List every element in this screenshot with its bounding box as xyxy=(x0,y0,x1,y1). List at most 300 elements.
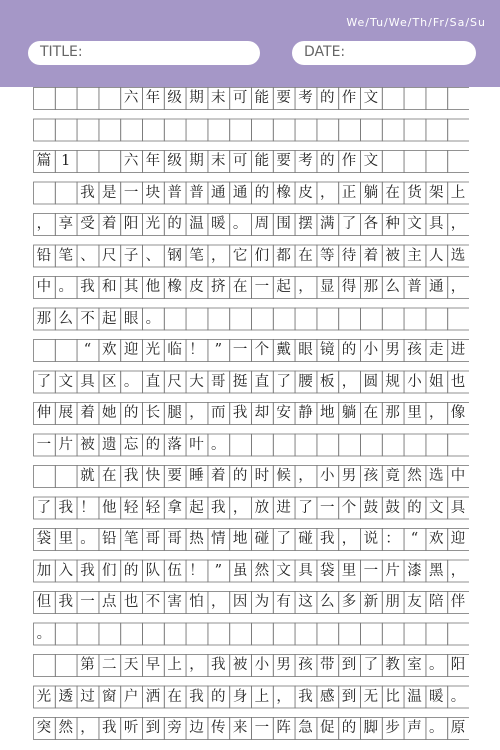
char-cell: 级 xyxy=(167,90,182,106)
char-cell: 原 xyxy=(450,720,466,736)
char-cell: 受 xyxy=(80,216,95,232)
char-cell: 具 xyxy=(298,562,313,579)
char-cell: 欢 xyxy=(102,342,117,358)
char-cell xyxy=(316,308,338,330)
char-cell: 了 xyxy=(298,499,313,516)
text-line xyxy=(33,119,469,141)
char-cell: 哥 xyxy=(211,373,226,390)
char-cell: 我 xyxy=(102,720,117,736)
char-cell: 了 xyxy=(276,373,291,390)
char-cell xyxy=(251,434,273,456)
char-cell: 他 xyxy=(102,499,117,516)
text-line xyxy=(33,717,469,739)
char-cell: 么 xyxy=(320,594,335,610)
char-cell: 在 xyxy=(167,688,182,705)
char-cell: 那 xyxy=(385,405,400,421)
char-cell: 期 xyxy=(189,153,204,169)
text-line xyxy=(33,339,469,361)
char-cell xyxy=(382,308,404,330)
char-cell: 要 xyxy=(167,468,182,484)
char-cell: 一 xyxy=(36,436,52,453)
char-cell: 皮 xyxy=(189,279,204,295)
char-cell: 眼 xyxy=(298,342,313,358)
char-cell xyxy=(251,623,273,645)
char-cell: 被 xyxy=(80,436,95,453)
text-line xyxy=(33,402,469,424)
char-cell: 伸 xyxy=(36,405,52,421)
char-cell: 暖 xyxy=(428,688,444,705)
char-cell: 规 xyxy=(385,373,400,390)
char-cell: 孩 xyxy=(298,657,313,673)
char-cell: 像 xyxy=(450,405,466,421)
char-cell: 圆 xyxy=(363,373,379,390)
char-cell: 的 xyxy=(341,720,357,736)
char-cell: 着 xyxy=(80,405,95,421)
char-cell: 考 xyxy=(298,90,313,106)
char-cell: 可 xyxy=(232,153,248,169)
char-cell: 要 xyxy=(276,90,291,106)
char-cell: 我 xyxy=(189,688,204,705)
char-cell: 到 xyxy=(341,688,357,705)
char-cell: 姐 xyxy=(428,373,444,390)
char-cell: 来 xyxy=(232,720,248,736)
char-cell: 享 xyxy=(58,216,73,232)
char-cell xyxy=(33,119,55,141)
char-cell: ！ xyxy=(80,499,95,516)
char-cell: 了 xyxy=(341,216,357,232)
char-cell xyxy=(229,623,251,645)
char-cell xyxy=(77,119,99,141)
char-cell xyxy=(425,623,447,645)
char-cell: 黑 xyxy=(428,562,444,579)
char-cell: 忘 xyxy=(123,436,139,453)
char-cell: 阵 xyxy=(276,720,291,736)
char-cell: 腰 xyxy=(298,373,313,390)
char-cell: 虽 xyxy=(232,562,248,579)
char-cell: 人 xyxy=(428,247,444,264)
char-cell xyxy=(295,623,317,645)
char-cell: 钢 xyxy=(167,247,182,264)
char-cell: 是 xyxy=(102,184,117,201)
char-cell: 我 xyxy=(58,594,73,610)
char-cell: 她 xyxy=(102,405,117,421)
char-cell: 在 xyxy=(385,184,400,201)
text-line xyxy=(33,213,469,235)
char-cell: 摆 xyxy=(298,216,313,232)
char-cell: 安 xyxy=(276,405,291,421)
char-cell: 满 xyxy=(320,216,335,232)
char-cell xyxy=(382,150,404,172)
char-cell: 普 xyxy=(407,279,422,295)
char-cell: ， xyxy=(276,688,291,705)
char-cell xyxy=(316,119,338,141)
char-cell: 在 xyxy=(102,468,117,484)
char-cell: 静 xyxy=(298,405,313,421)
char-cell: ， xyxy=(298,279,313,295)
char-cell: ， xyxy=(211,594,226,610)
char-cell: 级 xyxy=(167,153,182,169)
char-cell xyxy=(447,87,469,109)
char-cell: 文 xyxy=(276,562,291,579)
char-cell: 具 xyxy=(80,373,95,390)
char-cell: 着 xyxy=(211,468,226,484)
char-cell xyxy=(360,434,382,456)
char-cell: 它 xyxy=(232,247,248,264)
char-cell: 么 xyxy=(385,279,400,295)
char-cell xyxy=(55,623,77,645)
char-cell: 袋 xyxy=(36,531,52,547)
char-cell: 的 xyxy=(320,90,335,106)
char-cell: 。 xyxy=(123,373,139,390)
text-line xyxy=(33,623,469,645)
char-cell: 上 xyxy=(450,184,466,201)
char-cell: 笔 xyxy=(123,531,139,547)
char-cell xyxy=(338,119,360,141)
char-cell: 也 xyxy=(123,594,139,610)
char-cell: 光 xyxy=(36,688,52,705)
char-cell: ， xyxy=(189,657,204,673)
char-cell: “ xyxy=(410,531,419,547)
char-cell: 躺 xyxy=(341,405,357,421)
char-cell xyxy=(207,119,229,141)
char-cell xyxy=(273,119,295,141)
char-cell: 旁 xyxy=(167,720,182,736)
char-cell: 碰 xyxy=(298,531,313,547)
char-cell: 鼓 xyxy=(385,499,400,516)
char-cell: 然 xyxy=(407,468,422,484)
char-cell: 过 xyxy=(80,688,95,705)
char-cell: 边 xyxy=(189,720,204,736)
char-cell: 男 xyxy=(341,468,357,484)
char-cell xyxy=(55,119,77,141)
char-cell: 男 xyxy=(385,342,400,358)
char-cell: 末 xyxy=(211,153,226,169)
char-cell: 入 xyxy=(58,562,73,579)
char-cell: 竟 xyxy=(385,468,400,484)
char-cell: 小 xyxy=(407,373,422,390)
char-cell: 欢 xyxy=(428,531,444,547)
char-cell: 直 xyxy=(254,373,270,390)
char-cell xyxy=(77,87,99,109)
char-cell: 也 xyxy=(450,373,466,390)
char-cell: 轻 xyxy=(145,499,161,516)
char-cell: 然 xyxy=(254,562,270,579)
char-cell: 里 xyxy=(407,405,422,421)
char-cell: 。 xyxy=(58,279,73,295)
text-line xyxy=(33,434,469,456)
char-cell: 睡 xyxy=(189,468,204,484)
char-cell: ” xyxy=(214,562,222,579)
char-cell: 主 xyxy=(407,247,422,264)
char-cell: 身 xyxy=(232,688,248,705)
char-cell: 显 xyxy=(320,279,335,295)
weekday-strip: We/Tu/We/Th/Fr/Sa/Su xyxy=(346,16,486,29)
char-cell: 可 xyxy=(232,90,248,106)
char-cell: 因 xyxy=(232,594,248,610)
char-cell xyxy=(273,434,295,456)
char-cell: 橡 xyxy=(167,279,182,295)
char-cell: 片 xyxy=(58,436,73,453)
char-cell: 早 xyxy=(145,657,161,673)
char-cell: 光 xyxy=(145,216,161,232)
char-cell xyxy=(316,434,338,456)
char-cell xyxy=(142,623,164,645)
char-cell: 急 xyxy=(298,720,313,736)
date-field[interactable] xyxy=(292,41,476,65)
text-line xyxy=(33,465,469,487)
char-cell: ” xyxy=(214,342,222,358)
char-cell xyxy=(360,623,382,645)
char-cell xyxy=(447,308,469,330)
char-cell: 板 xyxy=(320,373,335,390)
char-cell xyxy=(447,119,469,141)
char-cell xyxy=(273,308,295,330)
char-cell: ！ xyxy=(189,342,204,358)
char-cell: 了 xyxy=(36,499,52,516)
char-cell: 我 xyxy=(320,531,335,547)
char-cell: ， xyxy=(36,216,52,232)
char-cell: ： xyxy=(385,531,400,547)
char-cell: 。 xyxy=(428,657,444,673)
char-cell: 一 xyxy=(254,279,270,295)
char-cell: 正 xyxy=(341,184,357,201)
char-cell: 不 xyxy=(145,594,161,610)
char-cell: 种 xyxy=(385,216,400,232)
char-cell: 轻 xyxy=(123,499,139,516)
char-cell: 考 xyxy=(298,153,313,169)
char-cell: 无 xyxy=(363,688,379,705)
char-cell: 声 xyxy=(407,720,422,736)
char-cell: 温 xyxy=(189,216,204,232)
char-cell: 着 xyxy=(363,247,379,264)
char-cell xyxy=(382,434,404,456)
char-cell: 队 xyxy=(145,562,161,579)
char-cell: 阳 xyxy=(123,216,139,232)
char-cell: ， xyxy=(450,216,466,232)
char-cell: 带 xyxy=(320,657,335,673)
char-cell xyxy=(33,87,55,109)
char-cell xyxy=(338,434,360,456)
char-cell: 阳 xyxy=(450,657,466,673)
char-cell: 步 xyxy=(385,720,400,736)
char-cell: 了 xyxy=(36,373,52,390)
char-cell: 但 xyxy=(36,594,52,610)
char-cell: 个 xyxy=(254,342,270,358)
char-cell: 光 xyxy=(145,342,161,358)
char-cell: 进 xyxy=(450,342,466,358)
char-cell: 中 xyxy=(36,279,52,295)
char-cell: 在 xyxy=(363,405,379,421)
char-cell: 透 xyxy=(58,688,73,705)
char-cell: 个 xyxy=(341,499,357,516)
text-line xyxy=(33,308,469,330)
char-cell: ， xyxy=(320,184,335,201)
char-cell: ， xyxy=(450,562,466,579)
char-cell: 。 xyxy=(80,531,95,547)
char-cell xyxy=(164,119,186,141)
char-cell: ， xyxy=(189,405,204,421)
char-cell: 选 xyxy=(428,468,444,484)
char-cell: ， xyxy=(341,373,357,390)
char-cell: 等 xyxy=(320,247,335,264)
char-cell: 突 xyxy=(36,720,52,736)
char-cell: 大 xyxy=(189,373,204,390)
char-cell: 文 xyxy=(58,373,73,390)
char-cell: 眼 xyxy=(123,310,139,327)
char-cell: 到 xyxy=(341,657,357,673)
char-cell: 的 xyxy=(254,184,270,201)
char-cell: 作 xyxy=(341,153,357,169)
char-cell xyxy=(120,623,142,645)
char-cell: 伍 xyxy=(167,562,182,579)
char-cell: 男 xyxy=(276,657,291,673)
char-cell: 有 xyxy=(276,594,291,610)
char-cell: ， xyxy=(298,468,313,484)
char-cell: 感 xyxy=(320,688,335,705)
char-cell: 在 xyxy=(298,247,313,264)
char-cell: 了 xyxy=(363,657,379,673)
text-line xyxy=(33,591,469,613)
char-cell: 却 xyxy=(254,405,270,421)
char-cell: 镜 xyxy=(320,342,335,358)
char-cell: 哥 xyxy=(167,531,182,547)
char-cell xyxy=(77,150,99,172)
char-cell: 尺 xyxy=(102,247,117,264)
title-field[interactable] xyxy=(28,41,260,65)
char-cell: 架 xyxy=(428,184,444,201)
char-cell: 陪 xyxy=(428,594,444,610)
char-cell: 袋 xyxy=(320,562,335,579)
char-cell: 被 xyxy=(232,657,248,673)
char-cell: 放 xyxy=(254,499,270,516)
char-cell xyxy=(33,654,55,676)
char-cell: 地 xyxy=(232,531,248,547)
char-cell: 情 xyxy=(211,531,226,547)
char-cell: 六 xyxy=(123,153,139,169)
char-cell: 们 xyxy=(254,247,270,264)
char-cell: 能 xyxy=(254,90,270,106)
char-cell: 点 xyxy=(102,594,117,610)
char-cell xyxy=(33,339,55,361)
char-cell: 遗 xyxy=(102,436,117,453)
char-cell: 六 xyxy=(123,90,139,106)
char-cell: 篇 xyxy=(36,153,52,169)
char-cell: ， xyxy=(211,247,226,264)
char-cell xyxy=(55,182,77,204)
char-cell: 的 xyxy=(407,499,422,516)
text-line xyxy=(33,654,469,676)
char-cell xyxy=(295,308,317,330)
char-cell: 橡 xyxy=(276,184,291,201)
char-cell xyxy=(33,182,55,204)
char-cell: 的 xyxy=(145,436,161,453)
char-cell: 各 xyxy=(363,216,379,232)
char-cell xyxy=(251,308,273,330)
char-cell: 都 xyxy=(276,247,291,264)
char-cell: 铅 xyxy=(102,531,117,547)
char-cell: 上 xyxy=(254,688,270,705)
char-cell: 1 xyxy=(61,153,71,169)
char-cell xyxy=(207,308,229,330)
char-cell: 然 xyxy=(58,720,73,736)
char-cell xyxy=(120,119,142,141)
char-cell: ， xyxy=(450,279,466,295)
char-cell: 临 xyxy=(167,342,182,358)
char-cell: 的 xyxy=(320,153,335,169)
char-cell xyxy=(382,119,404,141)
char-cell: 快 xyxy=(145,468,161,484)
char-cell: 上 xyxy=(167,657,182,673)
char-cell: 文 xyxy=(407,216,422,232)
char-cell: 友 xyxy=(407,594,422,610)
char-cell: 脚 xyxy=(363,720,379,736)
char-cell: 一 xyxy=(320,499,335,516)
char-cell: 文 xyxy=(428,499,444,516)
char-cell: 洒 xyxy=(145,688,161,705)
char-cell: 通 xyxy=(211,184,226,201)
char-cell xyxy=(273,623,295,645)
char-cell: 们 xyxy=(102,562,117,579)
char-cell: 这 xyxy=(298,594,313,610)
char-cell: 害 xyxy=(167,594,182,610)
char-cell: 我 xyxy=(298,688,313,705)
text-line xyxy=(33,528,469,550)
char-cell: 戴 xyxy=(276,342,291,358)
char-cell: 时 xyxy=(254,468,270,484)
text-line xyxy=(33,87,469,109)
char-cell: 挤 xyxy=(211,279,226,295)
char-cell: 孩 xyxy=(407,342,422,358)
char-cell xyxy=(404,434,426,456)
char-cell: 其 xyxy=(123,279,139,295)
char-cell: 选 xyxy=(450,247,466,264)
char-cell xyxy=(164,623,186,645)
char-cell: 中 xyxy=(450,468,466,484)
text-line xyxy=(33,371,469,393)
char-cell: 听 xyxy=(123,720,139,736)
char-cell xyxy=(55,87,77,109)
char-cell: 、 xyxy=(80,247,95,264)
char-cell: 能 xyxy=(254,153,270,169)
char-cell: 躺 xyxy=(363,184,379,201)
char-cell: 和 xyxy=(102,279,117,295)
char-cell xyxy=(382,87,404,109)
char-cell xyxy=(251,119,273,141)
char-cell xyxy=(425,87,447,109)
char-cell: 直 xyxy=(145,373,161,390)
char-cell xyxy=(98,87,120,109)
char-cell xyxy=(404,150,426,172)
char-cell: 比 xyxy=(385,688,400,705)
char-cell: 候 xyxy=(276,468,291,484)
char-cell xyxy=(382,623,404,645)
char-cell xyxy=(404,623,426,645)
char-cell: 室 xyxy=(407,657,422,673)
char-cell: 漆 xyxy=(407,562,422,579)
char-cell: 伴 xyxy=(450,594,466,610)
char-cell: ， xyxy=(80,720,95,736)
char-cell: 在 xyxy=(232,279,248,295)
char-cell xyxy=(316,623,338,645)
char-cell: 文 xyxy=(363,153,379,169)
date-label: DATE: xyxy=(304,44,346,60)
char-cell xyxy=(338,623,360,645)
char-cell xyxy=(425,308,447,330)
char-cell: 货 xyxy=(407,184,422,201)
char-cell: 他 xyxy=(145,279,161,295)
char-cell: 尺 xyxy=(167,373,182,390)
char-cell: 的 xyxy=(211,688,226,705)
